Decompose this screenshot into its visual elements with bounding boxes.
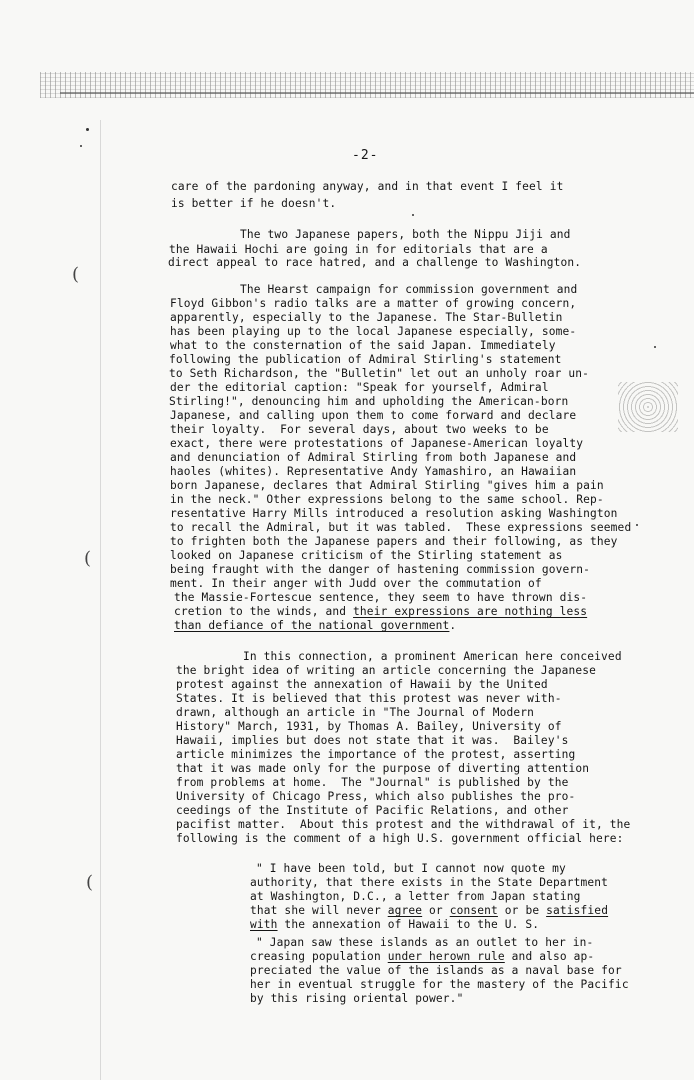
text-line	[240, 283, 577, 296]
text-line	[170, 437, 583, 450]
text-span: protest against the annexation of Hawaii by the United	[176, 678, 548, 691]
text-line	[176, 818, 630, 831]
text-line	[170, 465, 576, 478]
text-span: or be	[497, 904, 547, 917]
text-span: to recall the Admiral, but it was tabled. These expressions seemed	[170, 521, 632, 534]
text-line	[170, 339, 556, 352]
text-line	[250, 890, 581, 903]
underlined-text: than defiance of the national government	[174, 619, 450, 632]
text-span: University of Chicago Press, which also publishes the pro-	[176, 790, 576, 803]
text-span: States. It is believed that this protest was never with-	[176, 692, 562, 705]
margin-shadow	[100, 120, 101, 1080]
text-span: haoles (whites). Representative Andy Yamashiro, an Hawaiian	[170, 465, 577, 478]
text-line	[176, 678, 548, 691]
text-span: the bright idea of writing an article concerning the Japanese	[176, 664, 597, 677]
text-line	[170, 521, 631, 534]
text-span: and denunciation of Admiral Stirling from both Japanese and	[170, 451, 577, 464]
text-span: der the editorial caption: "Speak for yourself, Admiral	[170, 381, 549, 394]
text-span: resentative Harry Mills introduced a resolution asking Washington	[170, 507, 618, 520]
text-line	[170, 297, 576, 310]
text-line	[169, 243, 548, 256]
text-span: or	[422, 904, 450, 917]
text-line	[176, 776, 568, 789]
text-span: " I have been told, but I cannot now quote my	[256, 862, 566, 875]
text-line	[170, 493, 604, 506]
underlined-text: satisfied	[546, 904, 609, 917]
text-span: Japanese, and calling upon them to come forward and declare	[170, 409, 577, 422]
hole-punch-mark: (	[84, 548, 92, 569]
text-line	[256, 862, 566, 875]
text-span: the annexation of Hawaii to the U. S.	[277, 918, 540, 931]
text-span: following the publication of Admiral Stirling's statement	[169, 353, 562, 366]
scan-speck	[654, 346, 656, 348]
text-line	[170, 423, 549, 436]
ink-blot	[618, 382, 678, 432]
text-span: ceedings of the Institute of Pacific Relations, and other	[176, 804, 569, 817]
text-line	[174, 619, 456, 632]
text-span: drawn, although an article in "The Journal of Modern	[176, 706, 535, 719]
text-line	[176, 762, 589, 775]
text-line	[256, 936, 593, 949]
text-line	[170, 381, 549, 394]
text-span: direct appeal to race hatred, and a challenge to Washington.	[168, 256, 582, 269]
text-line	[176, 692, 562, 705]
text-line	[170, 535, 618, 548]
text-line	[170, 325, 576, 338]
text-line	[169, 353, 561, 366]
text-line	[170, 549, 562, 562]
text-line	[250, 978, 629, 991]
text-span: their loyalty. For several days, about two weeks to be	[170, 423, 549, 436]
scan-speck	[80, 145, 82, 147]
text-span: Floyd Gibbon's radio talks are a matter of growing concern,	[170, 297, 577, 310]
text-span: her in eventual struggle for the mastery of the Pacific	[250, 978, 629, 991]
scan-edge-line	[60, 92, 694, 94]
text-line	[250, 992, 463, 1005]
text-line	[176, 664, 596, 677]
text-line	[170, 577, 542, 590]
page-number: -2-	[352, 148, 379, 163]
text-line	[170, 451, 576, 464]
text-line	[176, 790, 575, 803]
text-span: being fraught with the danger of hastening commission govern-	[170, 563, 591, 576]
text-span: to Seth Richardson, the "Bulletin" let out an unholy roar un-	[169, 367, 590, 380]
text-span: following is the comment of a high U.S. government official here:	[176, 832, 624, 845]
text-span: Hawaii, implies but does not state that it was. Bailey's	[176, 734, 569, 747]
text-span: History" March, 1931, by Thomas A. Bailey, University of	[176, 720, 562, 733]
text-span: article minimizes the importance of the protest, asserting	[176, 748, 576, 761]
text-span: and also ap-	[504, 950, 595, 963]
hole-punch-mark: (	[72, 264, 80, 285]
text-line	[250, 964, 622, 977]
underlined-text: consent	[449, 904, 498, 917]
text-span: is better if he doesn't.	[171, 197, 337, 210]
text-span: the Hawaii Hochi are going in for editorials that are a	[169, 243, 548, 256]
text-span: Stirling!", denouncing him and upholding the American-born	[169, 395, 569, 408]
text-line	[170, 479, 604, 492]
text-line	[171, 180, 563, 193]
text-span: In this connection, a prominent American here conceived	[243, 650, 622, 663]
text-span: preciated the value of the islands as a naval base for	[250, 964, 622, 977]
text-span: born Japanese, declares that Admiral Stirling "gives him a pain	[170, 479, 604, 492]
text-line	[169, 367, 589, 380]
text-span: cretion to the winds, and	[174, 605, 354, 618]
text-span: that she will never	[250, 904, 388, 917]
text-line	[176, 748, 575, 761]
text-line	[170, 409, 576, 422]
text-line	[240, 228, 571, 241]
underlined-text: with	[250, 918, 278, 931]
text-line	[168, 256, 581, 269]
text-span: The two Japanese papers, both the Nippu Jiji and	[240, 228, 571, 241]
underlined-text: their expressions are nothing less	[353, 605, 588, 618]
text-span: in the neck." Other expressions belong to the same school. Rep-	[170, 493, 604, 506]
text-span: " Japan saw these islands as an outlet to her in-	[256, 936, 594, 949]
text-line	[174, 605, 587, 618]
text-line	[170, 563, 590, 576]
underlined-text: agree	[387, 904, 423, 917]
text-line	[171, 197, 336, 210]
text-span: from problems at home. The "Journal" is published by the	[176, 776, 569, 789]
text-line	[176, 706, 534, 719]
text-line	[176, 804, 568, 817]
text-line	[250, 904, 608, 917]
text-line	[169, 395, 568, 408]
text-line	[176, 734, 568, 747]
hole-punch-mark: (	[86, 872, 94, 893]
text-span: creasing population	[250, 950, 388, 963]
text-span: authority, that there exists in the State Department	[250, 876, 609, 889]
text-span: ment. In their anger with Judd over the commutation of	[170, 577, 542, 590]
text-span: The Hearst campaign for commission government and	[240, 283, 578, 296]
underlined-text: under herown rule	[387, 950, 505, 963]
text-line	[250, 950, 594, 963]
scan-speck	[412, 214, 414, 216]
text-span: what to the consternation of the said Japan. Immediately	[170, 339, 556, 352]
text-span: at Washington, D.C., a letter from Japan stating	[250, 890, 581, 903]
text-span: the Massie-Fortescue sentence, they seem to have thrown dis-	[174, 591, 588, 604]
text-line	[176, 720, 562, 733]
text-line	[170, 507, 618, 520]
text-span: exact, there were protestations of Japanese-American loyalty	[170, 437, 584, 450]
text-line	[250, 876, 608, 889]
text-span: looked on Japanese criticism of the Stirling statement as	[170, 549, 563, 562]
text-span: that it was made only for the purpose of diverting attention	[176, 762, 590, 775]
text-line	[250, 918, 539, 931]
text-span: by this rising oriental power."	[250, 992, 464, 1005]
text-span: pacifist matter. About this protest and the withdrawal of it, the	[176, 818, 631, 831]
text-line	[174, 591, 587, 604]
scan-speck	[86, 128, 89, 131]
text-span: care of the pardoning anyway, and in that event I feel it	[171, 180, 564, 193]
text-line	[243, 650, 622, 663]
text-span: to frighten both the Japanese papers and their following, as they	[170, 535, 618, 548]
scan-noise-band	[40, 72, 694, 98]
scan-speck	[636, 524, 638, 526]
text-line	[170, 311, 562, 324]
text-span: apparently, especially to the Japanese. The Star-Bulletin	[170, 311, 563, 324]
text-span: has been playing up to the local Japanese especially, some-	[170, 325, 577, 338]
text-line	[176, 832, 624, 845]
text-span: .	[449, 619, 457, 632]
